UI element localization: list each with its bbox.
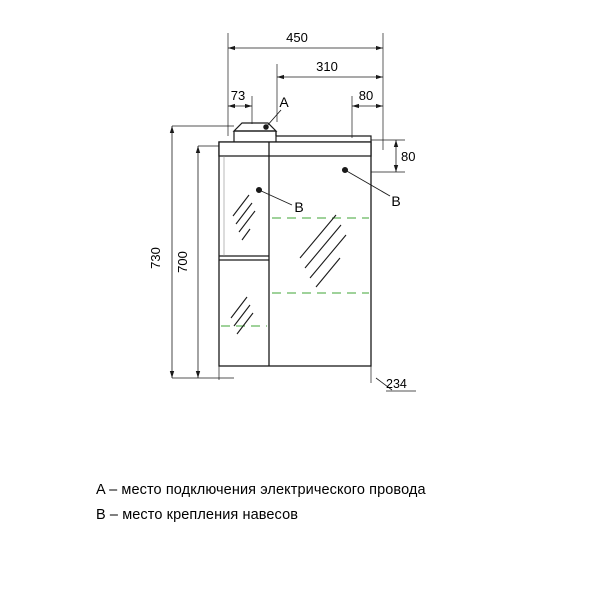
top-cornice bbox=[276, 131, 371, 142]
dim-overall-width-label: 450 bbox=[286, 30, 308, 45]
legend-line-a: A – место подключения электрического провода bbox=[96, 482, 426, 498]
dim-left-section-label: 73 bbox=[230, 88, 246, 103]
legend-line-b: B – место крепления навесов bbox=[96, 507, 299, 523]
dim-cabinet-width-label: 310 bbox=[316, 59, 338, 74]
dim-overall-height-label: 730 bbox=[148, 247, 163, 269]
lamp-body bbox=[234, 123, 276, 131]
cornice-right bbox=[276, 136, 371, 142]
cabinet-top-edge bbox=[219, 142, 371, 156]
callout-a-label: A bbox=[279, 94, 289, 110]
legend bbox=[96, 478, 566, 528]
callout-b-right-label: B bbox=[391, 193, 401, 209]
dim-right-offset-label: 80 bbox=[358, 88, 374, 103]
dim-body-height-label: 700 bbox=[175, 251, 190, 273]
cabinet-body bbox=[219, 142, 371, 366]
dim-top-height-label: 80 bbox=[401, 149, 416, 164]
cabinet-outline bbox=[219, 142, 371, 366]
dot-a bbox=[264, 125, 269, 130]
leader-a bbox=[266, 110, 281, 127]
dim-depth-label: 234 bbox=[386, 377, 407, 391]
callout-b-left-label: B bbox=[294, 199, 304, 215]
lamp-fixture bbox=[234, 123, 276, 142]
